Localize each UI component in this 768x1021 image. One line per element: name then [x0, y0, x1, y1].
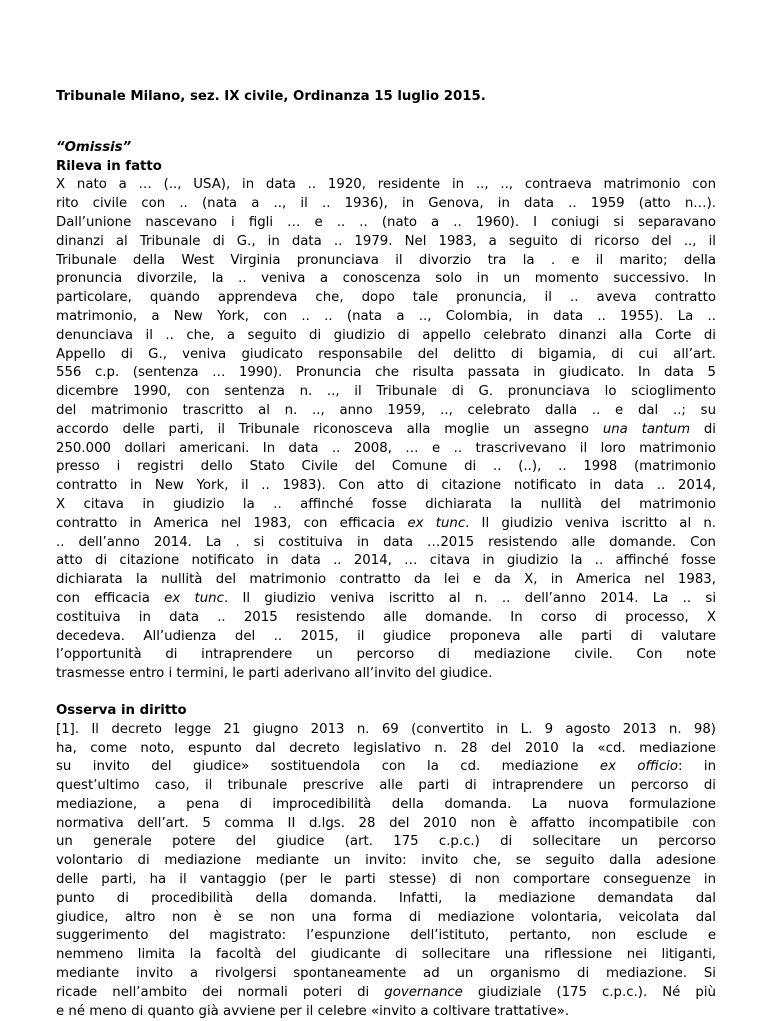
text-segment: giudiziale (175 c.p.c.). Né più [462, 984, 716, 1000]
text-segment: atto di citazione notificato in data .. 2014, … citava in giudizio la .. affinché fosse [56, 553, 716, 569]
text-line [56, 815, 716, 834]
text-segment: 250.000 dollari americani. In data .. 2008, … e .. trascrivevano il loro matrimonio [56, 440, 716, 456]
text-line [56, 890, 716, 909]
text-segment: delle parti, ha il vantaggio (per le parti stesse) di non comportare conseguenze in [56, 872, 716, 888]
text-line [56, 796, 716, 815]
text-line [56, 214, 716, 233]
text-segment: quest’ultimo caso, il tribunale prescrive alle parti di intraprendere un percorso di [56, 778, 716, 794]
text-line [56, 571, 716, 590]
text-line [56, 552, 716, 571]
text-segment: volontario di mediazione mediante un invito: invito che, se seguito dalla adesione [56, 853, 716, 869]
omissis-label: “Omissis” [56, 139, 132, 155]
text-line [56, 646, 716, 665]
text-line [56, 383, 716, 402]
text-segment: Tribunale della West Virginia pronunciava il divorzio tra la . e il marito; della [56, 252, 716, 268]
text-line [56, 233, 716, 252]
section-body-fatto [56, 176, 716, 684]
text-segment: costituiva in data .. 2015 resistendo alle domande. In corso di processo, X [56, 609, 716, 625]
text-segment: .. dell’anno 2014. La . si costituiva in data …2015 resistendo alle domande. Con [56, 534, 716, 550]
text-line [56, 458, 716, 477]
text-segment: nemmeno limita la facoltà del giudicante di sollecitare una riflessione nei litiganti, [56, 947, 716, 963]
text-segment: punto di procedibilità della domanda. Infatti, la mediazione demandata dal [56, 890, 716, 906]
text-line [56, 665, 716, 684]
text-line [56, 984, 716, 1003]
text-line [56, 590, 716, 609]
text-segment: dichiarata la nullità del matrimonio contratto da lei e da X, in America nel 1983, [56, 572, 716, 588]
text-segment: . Il giudizio veniva iscritto al n. .. dell’anno 2014. La .. si [223, 590, 716, 606]
text-line [56, 346, 716, 365]
text-line [56, 402, 716, 421]
text-line [56, 721, 716, 740]
text-line [56, 515, 716, 534]
text-line [56, 946, 716, 965]
text-line [56, 758, 716, 777]
text-segment: particolare, quando apprendeva che, dopo tale pronuncia, il .. aveva contratto [56, 290, 716, 306]
text-segment: X citava in giudizio la .. affinché fosse dichiarata la nullità del matrimonio [56, 496, 716, 512]
document-title: Tribunale Milano, sez. IX civile, Ordinanza 15 luglio 2015. [56, 89, 486, 104]
spacer [56, 121, 716, 139]
text-line [56, 477, 716, 496]
text-line [56, 852, 716, 871]
text-segment: mediante invito a rivolgersi spontaneamente ad un organismo di mediazione. Si [56, 966, 716, 982]
italic-text: ex tunc [407, 515, 466, 531]
text-line [56, 364, 716, 383]
spacer [56, 684, 716, 702]
text-line [56, 833, 716, 852]
text-segment: X nato a … (.., USA), in data .. 1920, residente in .., .., contraeva matrimonio con [56, 177, 716, 193]
text-line [56, 195, 716, 214]
text-segment: dicembre 1990, con sentenza n. .., il Tribunale di G. pronunciava lo scioglimento [56, 384, 716, 400]
text-segment: trasmesse entro i termini, le parti aderivano all’invito del giudice. [56, 666, 493, 682]
text-segment: normativa dell’art. 5 comma II d.lgs. 28 del 2010 non è affatto incompatibile con [56, 815, 716, 831]
italic-text: ex officio [599, 759, 678, 775]
text-line [56, 176, 716, 195]
text-line [56, 270, 716, 289]
text-line [56, 927, 716, 946]
text-segment: accordo delle parti, il Tribunale riconosceva alla moglie un assegno [56, 421, 603, 437]
text-line [56, 1003, 716, 1021]
text-line [56, 628, 716, 647]
text-line [56, 609, 716, 628]
section-body-diritto [56, 721, 716, 1021]
text-line [56, 496, 716, 515]
text-segment: ha, come noto, espunto dal decreto legislativo n. 28 del 2010 la «cd. mediazione [56, 740, 716, 756]
text-segment: con efficacia [56, 590, 165, 606]
text-line [56, 740, 716, 759]
text-segment: . Il giudizio veniva iscritto al n. [465, 515, 716, 531]
text-line [56, 252, 716, 271]
text-segment: : in [677, 759, 716, 775]
text-segment: e né meno di quanto già avviene per il celebre «invito a coltivare trattative». [56, 1003, 570, 1019]
text-segment: matrimonio, a New York, con .. .. (nata a .., Colombia, in data .. 1955). La .. [56, 308, 716, 324]
text-segment: ricade nell’ambito dei normali poteri di [56, 984, 385, 1000]
text-line [56, 871, 716, 890]
text-segment: di [690, 421, 716, 437]
text-segment: giudice, altro non è se non una forma di mediazione volontaria, veicolata dal [56, 909, 716, 925]
text-line [56, 308, 716, 327]
text-segment: presso i registri dello Stato Civile del Comune di .. (..), .. 1998 (matrimonio [56, 459, 716, 475]
text-segment: del matrimonio trascritto al n. .., anno 1959, .., celebrato dalla .. e dal ..; su [56, 402, 716, 418]
text-segment: pronuncia divorzile, la .. veniva a conoscenza solo in un momento successivo. In [56, 271, 716, 287]
text-segment: denunciava il .. che, a seguito di giudizio di appello celebrato dinanzi alla Corte di [56, 327, 716, 343]
text-segment: l’opportunità di intraprendere un percorso di mediazione civile. Con note [56, 647, 716, 663]
section-heading-fatto: Rileva in fatto [56, 158, 162, 174]
text-line [56, 909, 716, 928]
text-segment: decedeva. All’udienza del .. 2015, il giudice proponeva alle parti di valutare [56, 628, 716, 644]
text-segment: 556 c.p. (sentenza … 1990). Pronuncia che risulta passata in giudicato. In data 5 [56, 365, 716, 381]
text-segment: rito civile con .. (nata a .., il .. 1936), in Genova, in data .. 1959 (atto n…). [56, 196, 716, 212]
text-line [56, 965, 716, 984]
document-page [56, 88, 716, 1021]
text-segment: un generale potere del giudice (art. 175 c.p.c.) di sollecitare un percorso [56, 834, 716, 850]
text-segment: mediazione, a pena di improcedibilità della domanda. La nuova formulazione [56, 796, 716, 812]
text-segment: contratto in America nel 1983, con efficacia [56, 515, 408, 531]
text-segment: [1]. Il decreto legge 21 giugno 2013 n. 69 (convertito in L. 9 agosto 2013 n. 98) [56, 721, 716, 737]
text-segment: suggerimento del magistrato: l’espunzione dell’istituto, pertanto, non esclude e [56, 928, 716, 944]
text-segment: Dall’unione nascevano i figli … e .. .. (nato a .. 1960). I coniugi si separavano [56, 214, 716, 230]
text-segment: dinanzi al Tribunale di G., in data .. 1979. Nel 1983, a seguito di ricorso del .., il [56, 233, 716, 249]
text-line [56, 327, 716, 346]
text-segment: contratto in New York, il .. 1983). Con atto di citazione notificato in data .. 2014, [56, 478, 716, 494]
italic-text: una tantum [602, 421, 691, 437]
text-line [56, 289, 716, 308]
text-line [56, 777, 716, 796]
text-segment: su invito del giudice» sostituendola con la cd. mediazione [56, 759, 600, 775]
section-heading-diritto: Osserva in diritto [56, 702, 187, 718]
text-line [56, 421, 716, 440]
text-line [56, 440, 716, 459]
text-line [56, 534, 716, 553]
italic-text: governance [384, 984, 463, 1000]
italic-text: ex tunc [164, 590, 224, 606]
text-segment: Appello di G., veniva giudicato responsabile del delitto di bigamia, di cui all’art. [56, 346, 716, 362]
